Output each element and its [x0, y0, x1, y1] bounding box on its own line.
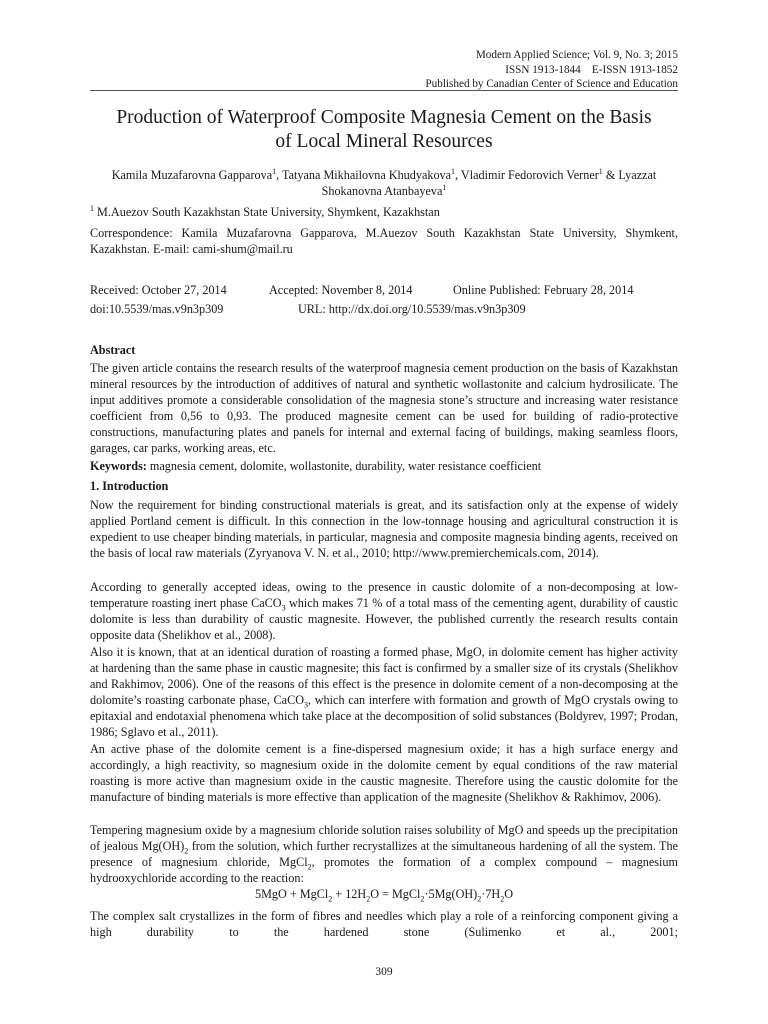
author-list: Kamila Muzafarovna Gapparova$^1$, Tatyana Mikhailovna Khudyakova$^1$, Vladimir Fedorovich Verner$^1$ & Lyazzat Shokanovna Atanbayeva$^1$ [111, 166, 657, 198]
keywords: Keywords: magnesia cement, dolomite, wollastonite, durability, water resistance coefficient [90, 459, 542, 473]
paper-title: Production of Waterproof Composite Magnesia Cement on the Basis of Local Mineral Resources [116, 107, 652, 152]
reaction-equation: 5MgO + MgCl$_2$ + $12H_2O$ = $MgCl_2\cdot 5Mg(OH)_2\cdot 7H_2O$ [254, 887, 514, 904]
intro-paragraph-4: An active phase of the dolomite cement is a fine-dispersed magnesium oxide; it has a high surface energy and accordingly, a high reactivity, so magnesium oxide in the dolomite cement by equal conditions of the raw material roasting is more active than magnesium oxide in the caustic magnesite. Therefore using the caustic dolomite for the manufacture of binding materials is more effective than application of the magnesite (Shelikhov & Rakhimov, 2006). [90, 742, 678, 804]
intro-paragraph-6: The complex salt crystallizes in the form of fibres and needles which play a role of a reinforcing component giving a high durability to the hardened stone (Sulimenko et al., 2001; [90, 909, 678, 939]
header-rule [90, 90, 678, 91]
journal-publisher: Published by Canadian Center of Science and Education [425, 78, 678, 90]
abstract-text: The given article contains the research results of the waterproof magnesia cement production on the basis of Kazakhstan mineral resources by the introduction of additives of natural and synthetic wollastonite and calcium hydrosilicate. The input additives promote a considerable consolidation of the magnesia stone’s structure and increasing water resistance coefficient from 0,56 to 0,93. The produced magnesite cement can be used for building of radio-protective constructions, manufacturing plates and panels for internal and external facing of buildings, making seamless floors, garages, car parks, working areas, etc. [90, 361, 678, 455]
doi: doi:10.5539/mas.v9n3p309 [90, 302, 224, 316]
author-2: , Tatyana Mikhailovna Khudyakova [276, 168, 452, 182]
journal-header [425, 48, 678, 92]
abstract-heading: Abstract [90, 343, 136, 357]
page-number: 309 [375, 966, 393, 978]
journal-name: Modern Applied Science; Vol. 9, No. 3; 2015 [475, 49, 678, 61]
journal-issn: ISSN 1913-1844 E-ISSN 1913-1852 [505, 63, 678, 76]
intro-paragraph-3: Also it is known, that at an identical duration of roasting a formed phase, MgO, in dolomite cement has higher activity at hardening than the same phase in caustic magnesite; this fact is confirmed by a smaller size of its crystals (Shelikhov and Rakhimov, 2006). One of the reasons of this effect is the presence in dolomite cement of a non-decomposing at the dolomite’s roasting carbonate phase, CaCO$_3$, which can interfere with formation and growth of MgO crystals owing to epitaxial and endotaxial phenomena which take place at the decomposition of solid substances (Boldyrev, 1997; Prodan, 1986; Sglavo et al., 2011). [90, 645, 678, 739]
correspondence: Correspondence: Kamila Muzafarovna Gapparova, M.Auezov South Kazakhstan State University, Shymkent, Kazakhstan. E-mail: cami-shum@mail.ru [90, 226, 678, 256]
published-date: Online Published: February 28, 2014 [453, 283, 634, 297]
author-4-rest: Shokanovna Atanbayeva [321, 184, 443, 198]
section-heading-introduction: 1. Introduction [90, 479, 169, 493]
url: URL: http://dx.doi.org/10.5539/mas.v9n3p309 [298, 302, 526, 316]
author-1: Kamila Muzafarovna Gapparova [111, 168, 273, 182]
intro-paragraph-1: Now the requirement for binding constructional materials is great, and its satisfaction only at the expense of widely applied Portland cement is difficult. In this connection in the low-tonnage housing and agricultural construction it is expedient to use cheaper binding materials, in particular, magnesia and composite magnesia binding agents, received on the basis of local raw materials (Zyryanova V. N. et al., 2010; http://www.premierchemicals.com, 2014). [90, 498, 678, 560]
accepted-date: Accepted: November 8, 2014 [269, 283, 413, 297]
affiliation: $^1$ M.Auezov South Kazakhstan State University, Shymkent, Kazakhstan [90, 203, 440, 219]
author-4-first: & Lyazzat [602, 168, 657, 182]
intro-paragraph-5: Tempering magnesium oxide by a magnesium chloride solution raises solubility of MgO and speeds up the precipitation of jealous $Mg(OH)_2$ from the solution, which further recrystallizes at the simultaneous hardening of all the system. The presence of magnesium chloride, MgCl$_2$, promotes the formation of a complex compound – magnesium hydrooxychloride according to the reaction: [90, 823, 678, 885]
received-date: Received: October 27, 2014 [90, 283, 227, 297]
intro-paragraph-2: According to generally accepted ideas, owing to the presence in caustic dolomite of a non-decomposing at low-temperature roasting inert phase CaCO$_3$ which makes 71 % of a total mass of the cementing agent, durability of caustic dolomite is less than durability of caustic magnesite. However, the published currently the research results contain opposite data (Shelikhov et al., 2008). [90, 580, 678, 642]
keywords-label: Keywords: [90, 459, 147, 473]
author-3: , Vladimir Fedorovich Verner [455, 168, 599, 182]
